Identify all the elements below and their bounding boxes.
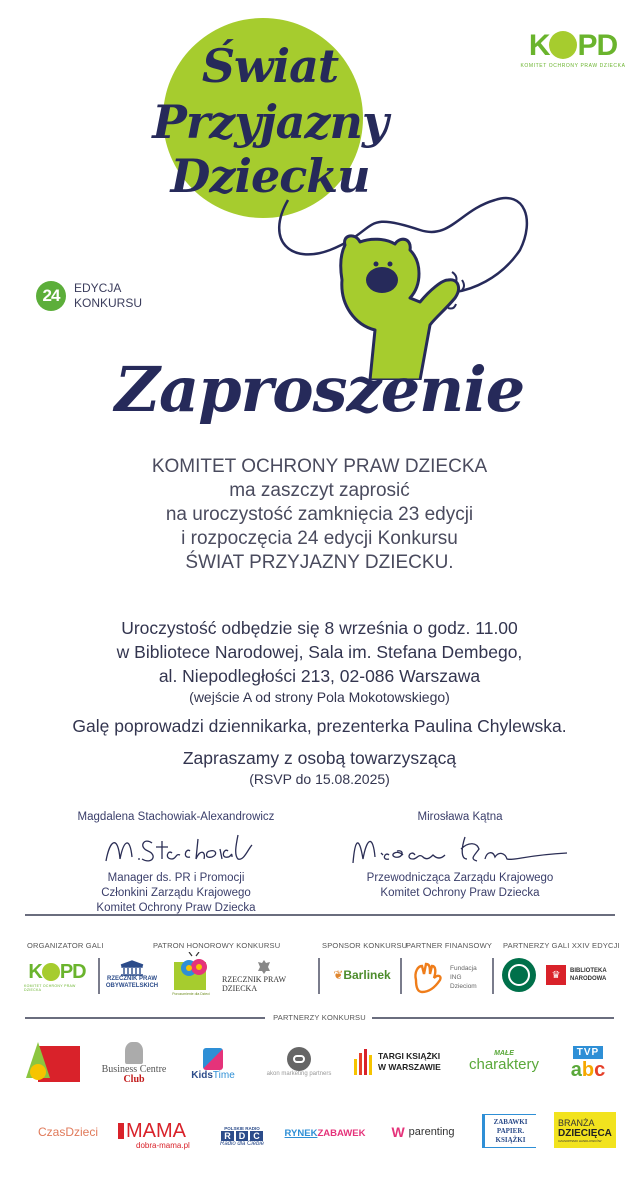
dobra-mama-logo: MAMA dobra-mama.pl [118, 1118, 202, 1152]
logo-separator [492, 958, 494, 994]
logo-separator [400, 958, 402, 994]
pshz-logo [24, 1042, 82, 1084]
label-contest-partners: PARTNERZY KONKURSU [273, 1013, 366, 1022]
invitation-title: Zaproszenie [114, 353, 525, 426]
targi-ksiazki-logo: TARGI KSIĄŻKI W WARSZAWIE [354, 1046, 450, 1078]
handwritten-signature-icon [26, 827, 326, 871]
label-financial-partner: PARTNER FINANSOWY [406, 941, 493, 950]
label-gala-partners: PARTNERZY GALI XXIV EDYCJI [503, 941, 620, 950]
branza-dziecieca-logo: BRANŻA DZIECIĘCA CZASOPISMO HANDLOWCÓW [554, 1112, 616, 1148]
kids-time-logo: KidsTime [186, 1044, 240, 1084]
signer-role-3: Komitet Ochrony Praw Dziecka [96, 902, 256, 914]
edition-label-line2: KONKURSU [74, 296, 143, 310]
signature-block-left [26, 810, 326, 916]
campaign-title-line-3: Dziecku [170, 149, 370, 203]
signer-role-1: Manager ds. PR i Promocji [107, 872, 245, 884]
signer-name: Magdalena Stachowiak-Alexandrowicz [77, 811, 275, 823]
logo-separator [98, 958, 100, 994]
signer-role-1: Przewodnicząca Zarządu Krajowego [366, 872, 554, 884]
partners-divider-right [372, 1017, 614, 1019]
rpo-logo: RZECZNIK PRAW OBYWATELSKICH [106, 955, 158, 995]
male-charaktery-logo: MAŁE charaktery [468, 1050, 540, 1073]
handwritten-signature-icon [310, 827, 610, 871]
zabawki-papier-ksiazki-logo: ZABAWKI PAPIER. KSIĄŻKI [482, 1114, 536, 1148]
barlinek-logo: ❦ Barlinek [333, 968, 391, 982]
intro-line-5: ŚWIAT PRZYJAZNY DZIECKU. [185, 552, 454, 573]
section-divider [25, 914, 615, 916]
logo-separator [318, 958, 320, 994]
signature-block-right [310, 810, 610, 901]
organizer-kopd-logo: K PD KOMITET OCHRONY PRAW DZIECKA [24, 960, 86, 992]
kopd-face-icon [549, 31, 577, 59]
host-line: Galę poprowadzi dziennikarka, prezenterka Paulina Chylewska. [72, 716, 567, 736]
entrance-note: (wejście A od strony Pola Mokotowskiego) [189, 689, 450, 705]
biblioteka-narodowa-logo: ♛ BIBLIOTEKA NARODOWA [546, 964, 616, 986]
signer-role-2: Członkini Zarządu Krajowego [101, 887, 251, 899]
edition-number-badge: 24 [36, 281, 66, 311]
intro-line-1: KOMITET OCHRONY PRAW DZIECKA [151, 456, 488, 477]
tvp-abc-logo: TVP abc [570, 1046, 606, 1081]
event-venue-line: w Bibliotece Narodowej, Sala im. Stefana Dembego, [116, 642, 523, 662]
building-icon [119, 960, 145, 976]
event-details [0, 616, 639, 788]
kopd-logo [513, 30, 633, 70]
companion-line: Zapraszamy z osobą towarzyszącą [182, 748, 457, 768]
label-sponsor: SPONSOR KONKURSU [322, 941, 408, 950]
intro-line-3: na uroczystość zamknięcia 23 edycji [165, 504, 474, 525]
rsvp-line: (RSVP do 15.08.2025) [249, 771, 390, 787]
kopd-logo-subtitle: KOMITET OCHRONY PRAW DZIECKA [520, 63, 626, 69]
hand-icon [410, 960, 444, 994]
label-organizer: ORGANIZATOR GALI [27, 941, 104, 950]
czas-dzieci-logo: CzasDzieci [37, 1125, 98, 1139]
eagle-icon [257, 959, 271, 975]
rynek-zabawek-logo: RYNEK ZABAWEK [284, 1127, 366, 1139]
edition-badge-group [36, 281, 142, 311]
wp-parenting-logo: W parenting [391, 1124, 455, 1140]
event-date-line: Uroczystość odbędzie się 8 września o godz. 11.00 [121, 618, 518, 638]
rdc-logo: POLSKIE RADIO R D C Radio dla Ciebie [219, 1125, 265, 1147]
butterfly-icon [180, 952, 208, 978]
signer-role-2: Komitet Ochrony Praw Dziecka [380, 887, 540, 899]
edition-label-line1: EDYCJA [74, 281, 122, 295]
intro-line-4: i rozpoczęcia 24 edycji Konkursu [181, 528, 458, 549]
label-honorary-patron: PATRON HONOROWY KONKURSU [153, 941, 281, 950]
campaign-title-line-2: Przyjazny [152, 95, 388, 149]
fdn-butterfly-logo: Porozumienie dla Dzieci [170, 950, 212, 998]
kopd-logo-wordmark: K PD [528, 29, 618, 62]
campaign-title-line-1: Świat [201, 39, 339, 93]
intro-line-2: ma zaszczyt zaprosić [229, 480, 410, 501]
event-address-line: al. Niepodległości 213, 02-086 Warszawa [158, 666, 481, 686]
akon-logo: akon marketing partners [254, 1040, 344, 1084]
rpd-logo: RZECZNIK PRAW DZIECKA [222, 958, 306, 994]
starbucks-logo [502, 958, 536, 992]
signer-name: Mirosława Kątna [417, 811, 503, 823]
ing-foundation-logo: Fundacja ING Dzieciom [410, 958, 486, 996]
intro-text [0, 455, 639, 575]
business-centre-club-logo: Business Centre Club [96, 1038, 172, 1088]
